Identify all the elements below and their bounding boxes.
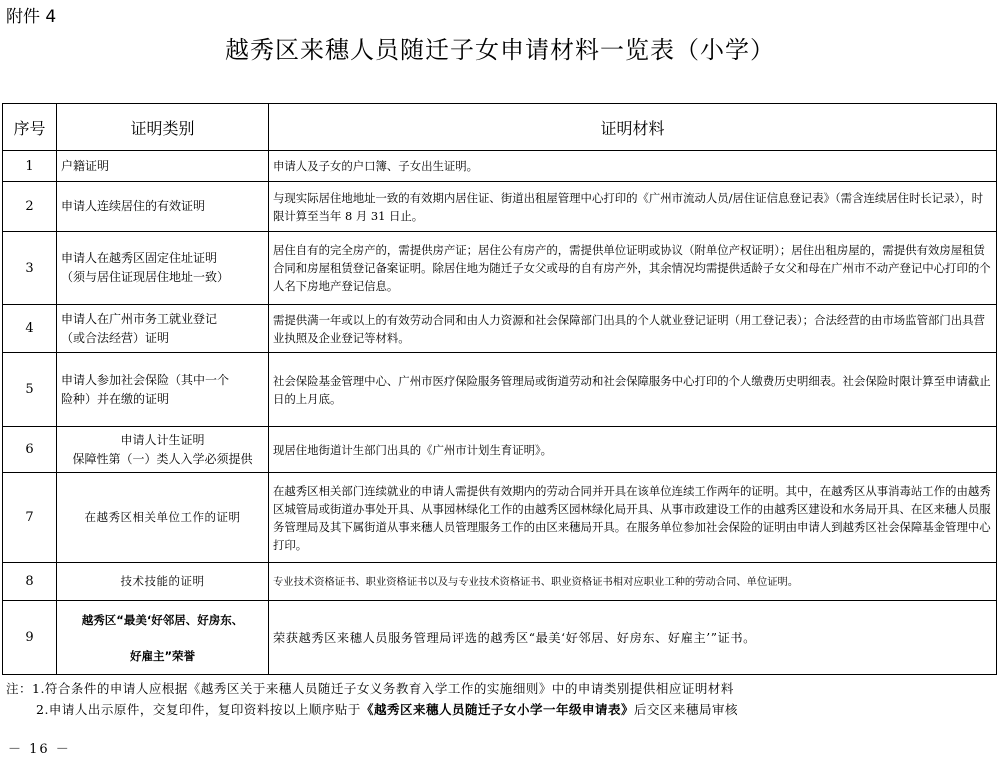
annex-label: 附件 4: [6, 7, 57, 27]
table-row: [3, 563, 997, 601]
note-2-form-name: 《越秀区来穗人员随迁子女小学一年级申请表》: [360, 702, 634, 717]
row-materials: 需提供满一年或以上的有效劳动合同和由人力资源和社会保障部门出具的个人就业登记证明（用工登记表）；合法经营的由市场监管部门出具营业执照及企业登记等材料。: [269, 305, 997, 353]
note-1: 注：1.符合条件的申请人应根据《越秀区关于来穗人员随迁子女义务教育入学工作的实施细则》中的申请类别提供相应证明材料: [6, 681, 734, 696]
category-line: 险种）并在缴的证明: [61, 391, 170, 406]
row-materials: 与现实际居住地地址一致的有效期内居住证、街道出租屋管理中心打印的《广州市流动人员/居住证信息登记表》（需含连续居住时长记录），时限计算至当年 8 月 31 日止。: [269, 182, 997, 232]
row-seq: 5: [3, 353, 57, 427]
category-line: 保障性第（一）类人入学必须提供: [72, 451, 253, 466]
row-materials: 居住自有的完全房产的，需提供房产证；居住公有房产的，需提供单位证明或协议（附单位产权证明）；居住出租房屋的，需提供有效房屋租赁合同和房屋租赁登记备案证明。除居住地为随迁子女父或母的自有房产外，其余情况均需提供适龄子女父和母在广州市不动产登记中心打印的个人名下房地产登记信息。: [269, 232, 997, 305]
row-category: [57, 182, 269, 232]
row-seq: 6: [3, 427, 57, 473]
notes: [6, 678, 996, 720]
category-line: 申请人在广州市务工就业登记: [61, 311, 218, 326]
category-line: 申请人参加社会保险（其中一个: [61, 372, 230, 387]
table-row: [3, 427, 997, 473]
row-seq: 2: [3, 182, 57, 232]
category-line: 越秀区“最美‘好邻居、好房东、: [81, 612, 244, 627]
table-row: [3, 232, 997, 305]
row-materials: 社会保险基金管理中心、广州市医疗保险服务管理局或街道劳动和社会保障服务中心打印的个人缴费历史明细表。社会保险时限计算至申请截止日的上月底。: [269, 353, 997, 427]
table-row: [3, 601, 997, 675]
category-line: 申请人计生证明: [120, 432, 205, 447]
row-category: [57, 151, 269, 182]
category-line: 申请人在越秀区固定住址证明: [61, 251, 218, 265]
row-category: [57, 427, 269, 473]
row-category: [57, 601, 269, 675]
row-category: [57, 232, 269, 305]
row-materials: 现居住地街道计生部门出具的《广州市计划生育证明》。: [269, 427, 997, 473]
header-materials: 证明材料: [269, 104, 997, 151]
category-line: （或合法经营）证明: [61, 330, 170, 345]
row-seq: 3: [3, 232, 57, 305]
note-2-suffix: 后交区来穗局审核: [633, 702, 738, 717]
table-row: [3, 473, 997, 563]
row-seq: 9: [3, 601, 57, 675]
table-row: [3, 353, 997, 427]
table-row: [3, 182, 997, 232]
materials-table: [2, 103, 997, 675]
table-header-row: [3, 104, 997, 151]
category-line: 技术技能的证明: [120, 574, 205, 588]
page-number: － 16 －: [8, 742, 71, 757]
row-category: [57, 353, 269, 427]
category-line: 申请人连续居住的有效证明: [61, 199, 206, 213]
row-materials: 申请人及子女的户口簿、子女出生证明。: [269, 151, 997, 182]
row-seq: 7: [3, 473, 57, 563]
category-line: 户籍证明: [61, 158, 110, 173]
header-seq: 序号: [3, 104, 57, 151]
page-title: 越秀区来穗人员随迁子女申请材料一览表（小学）: [225, 36, 775, 64]
category-line: 好雇主”荣誉: [129, 648, 196, 663]
row-seq: 8: [3, 563, 57, 601]
row-materials: 荣获越秀区来穗人员服务管理局评选的越秀区“最美‘好邻居、好房东、好雇主’”证书。: [269, 601, 997, 675]
row-seq: 4: [3, 305, 57, 353]
row-materials: 专业技术资格证书、职业资格证书以及与专业技术资格证书、职业资格证书相对应职业工种的劳动合同、单位证明。: [269, 563, 997, 601]
row-category: [57, 563, 269, 601]
category-line: （须与居住证现居住地址一致）: [61, 270, 230, 284]
note-2: [6, 699, 996, 720]
row-materials: 在越秀区相关部门连续就业的申请人需提供有效期内的劳动合同并开具在该单位连续工作两年的证明。其中，在越秀区从事消毒站工作的由越秀区城管局或街道办事处开具、从事园林绿化工作的由越秀区园林绿化局开具、从事市政建设工作的由越秀区建设和水务局开具、在区来穗人员服务管理局及其下属街道从事来穗人员管理服务工作的由区来穗局开具。在服务单位参加社会保险的证明由申请人到越秀区社会保障基金管理中心打印。: [269, 473, 997, 563]
header-category: 证明类别: [57, 104, 269, 151]
row-seq: 1: [3, 151, 57, 182]
table-row: [3, 151, 997, 182]
row-category: [57, 305, 269, 353]
table-row: [3, 305, 997, 353]
row-category: [57, 473, 269, 563]
category-line: 在越秀区相关单位工作的证明: [84, 510, 241, 524]
note-2-prefix: 2.申请人出示原件，交复印件，复印资料按以上顺序贴于: [36, 702, 361, 717]
